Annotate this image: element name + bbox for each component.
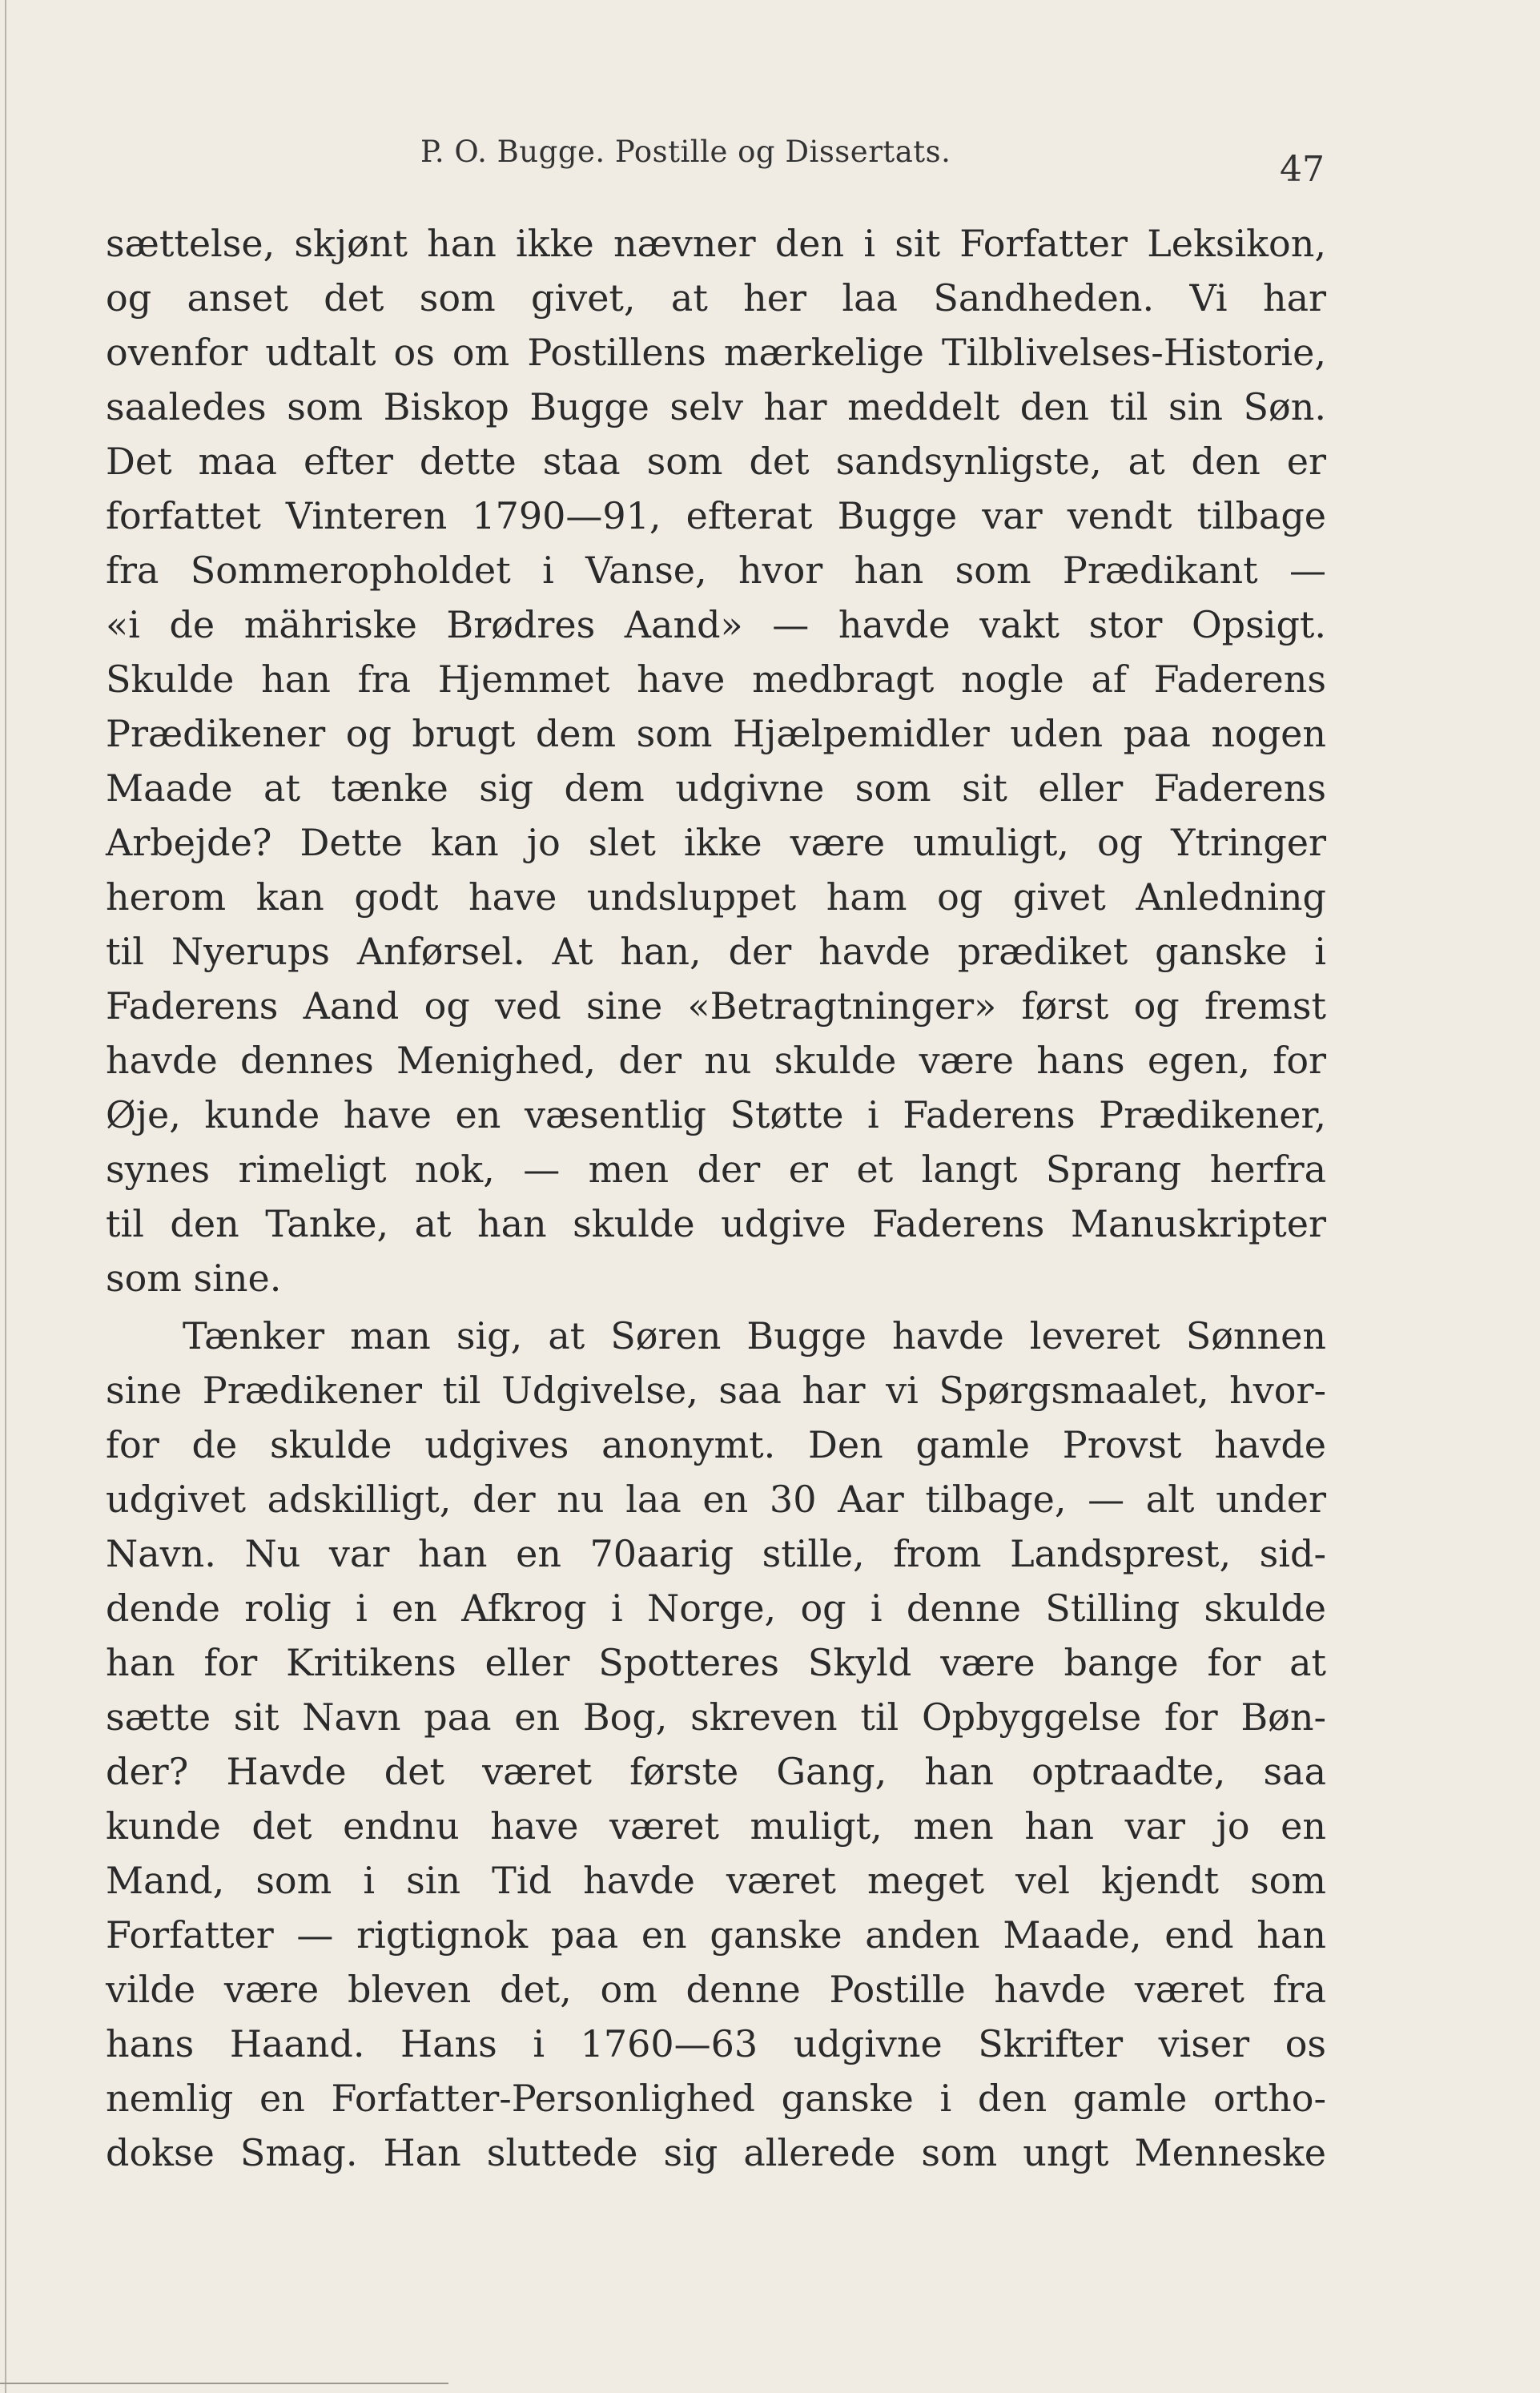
page-number: 47 <box>1280 149 1325 190</box>
text-line: ovenfor udtalt os om Postillens mærkelige Tilblivelses-Historie, <box>106 331 1326 374</box>
text-line: havde dennes Menighed, der nu skulde være hans egen, for <box>106 1039 1326 1082</box>
text-line: sættelse, skjønt han ikke nævner den i sit Forfatter Leksikon, <box>106 222 1326 265</box>
text-line: forfattet Vinteren 1790—91, efterat Bugge var vendt tilbage <box>106 494 1326 537</box>
text-line: til Nyerups Anførsel. At han, der havde prædiket ganske i <box>106 930 1326 973</box>
text-line: Det maa efter dette staa som det sandsynligste, at den er <box>106 440 1326 483</box>
text-line: synes rimeligt nok, — men der er et langt Sprang herfra <box>106 1148 1326 1191</box>
page-edge-shadow <box>5 0 6 2393</box>
text-line: udgivet adskilligt, der nu laa en 30 Aar tilbage, — alt under <box>106 1478 1326 1521</box>
text-line: Forfatter — rigtignok paa en ganske anden Maade, end han <box>106 1913 1326 1957</box>
page-header <box>0 127 1540 191</box>
text-line: sætte sit Navn paa en Bog, skreven til Opbyggelse for Bøn- <box>106 1695 1326 1739</box>
text-line: for de skulde udgives anonymt. Den gamle Provst havde <box>106 1423 1326 1466</box>
text-line: Faderens Aand og ved sine «Betragtninger» først og fremst <box>106 984 1326 1028</box>
page-bottom-edge <box>0 2383 448 2384</box>
text-line: der? Havde det været første Gang, han optraadte, saa <box>106 1750 1326 1793</box>
running-head: P. O. Bugge. Postille og Dissertats. <box>420 135 951 169</box>
text-line: dokse Smag. Han sluttede sig allerede som ungt Menneske <box>106 2131 1326 2174</box>
text-line: saaledes som Biskop Bugge selv har meddelt den til sin Søn. <box>106 385 1326 428</box>
text-line: hans Haand. Hans i 1760—63 udgivne Skrifter viser os <box>106 2022 1326 2065</box>
text-line: Arbejde? Dette kan jo slet ikke være umuligt, og Ytringer <box>106 821 1326 864</box>
text-line: til den Tanke, at han skulde udgive Faderens Manuskripter <box>106 1202 1326 1245</box>
paragraph-first-line: Tænker man sig, at Søren Bugge havde leveret Sønnen <box>183 1314 1326 1357</box>
text-line: sine Prædikener til Udgivelse, saa har vi Spørgsmaalet, hvor- <box>106 1369 1326 1412</box>
text-line: herom kan godt have undsluppet ham og givet Anledning <box>106 875 1326 919</box>
text-line: kunde det endnu have været muligt, men han var jo en <box>106 1804 1326 1848</box>
text-line: og anset det som givet, at her laa Sandheden. Vi har <box>106 276 1326 320</box>
text-line: Øje, kunde have en væsentlig Støtte i Faderens Prædikener, <box>106 1093 1326 1136</box>
text-line: Prædikener og brugt dem som Hjælpemidler uden paa nogen <box>106 712 1326 755</box>
text-line: fra Sommeropholdet i Vanse, hvor han som Prædikant — <box>106 549 1326 592</box>
text-line: Skulde han fra Hjemmet have medbragt nogle af Faderens <box>106 658 1326 701</box>
text-line: Maade at tænke sig dem udgivne som sit eller Faderens <box>106 766 1326 810</box>
text-line: «i de mähriske Brødres Aand» — havde vakt stor Opsigt. <box>106 603 1326 646</box>
text-line: som sine. <box>106 1257 282 1300</box>
body-text <box>106 216 1326 2180</box>
text-line: han for Kritikens eller Spotteres Skyld være bange for at <box>106 1641 1326 1684</box>
text-line: vilde være bleven det, om denne Postille havde været fra <box>106 1968 1326 2011</box>
text-line: Navn. Nu var han en 70aarig stille, from Landsprest, sid- <box>106 1532 1326 1575</box>
text-line: dende rolig i en Afkrog i Norge, og i denne Stilling skulde <box>106 1587 1326 1630</box>
text-line: Mand, som i sin Tid havde været meget vel kjendt som <box>106 1859 1326 1902</box>
text-line: nemlig en Forfatter-Personlighed ganske i den gamle ortho- <box>106 2077 1326 2120</box>
